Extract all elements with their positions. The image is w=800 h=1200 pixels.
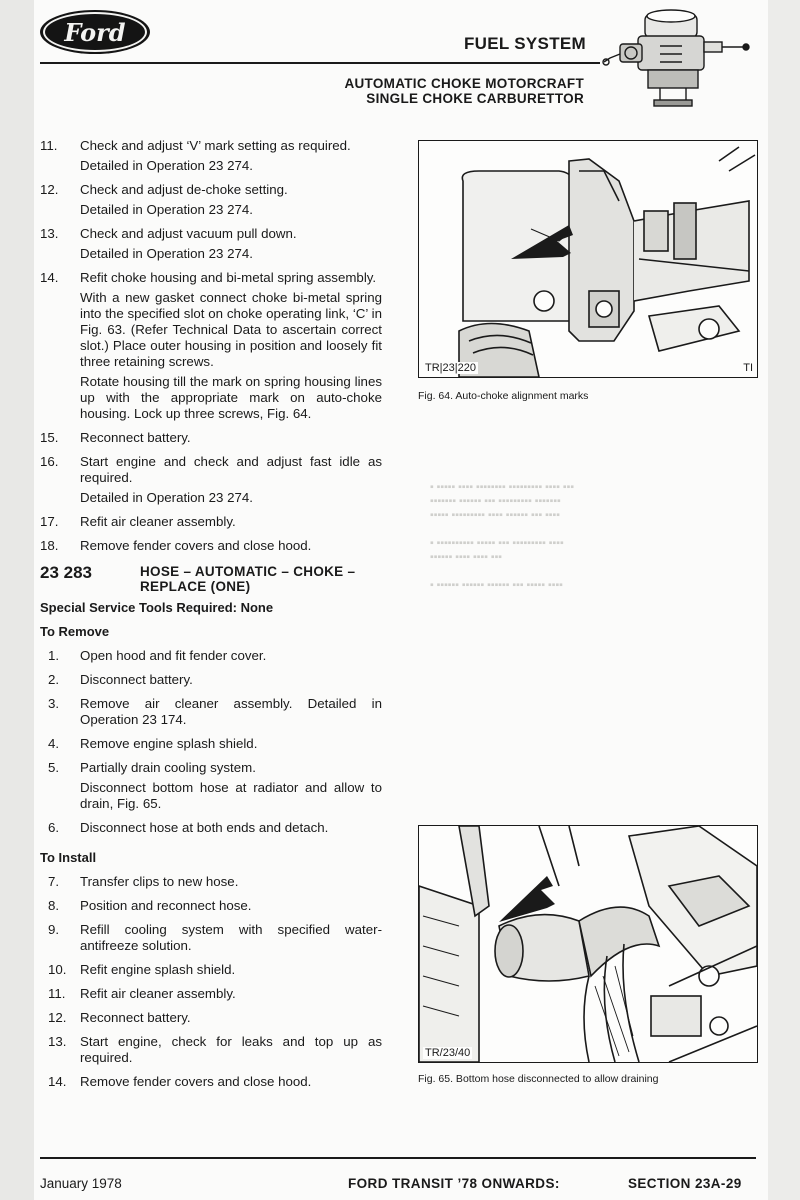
- step-number: 8.: [48, 898, 60, 913]
- step-text: Reconnect battery.: [80, 1010, 191, 1025]
- step-number: 9.: [48, 922, 60, 937]
- step-item: [40, 430, 382, 446]
- step-text: Reconnect battery.: [80, 430, 191, 445]
- step-item: [40, 672, 382, 688]
- subtitle-line-2: SINGLE CHOKE CARBURETTOR: [366, 91, 584, 106]
- step-number: 1.: [48, 648, 60, 663]
- figure-65: [418, 825, 758, 1063]
- step-text: Refit air cleaner assembly.: [80, 514, 236, 529]
- step-body: [80, 1010, 382, 1026]
- step-number: 10.: [48, 962, 67, 977]
- step-number: 14.: [48, 1074, 67, 1089]
- page-binding-left: [0, 0, 34, 1200]
- step-item: [40, 736, 382, 752]
- step-item: [40, 962, 382, 978]
- footer-rule: [40, 1157, 756, 1159]
- step-text: Detailed in Operation 23 274.: [80, 490, 253, 505]
- step-body: [80, 696, 382, 728]
- subtitle: [250, 76, 584, 106]
- step-body: [80, 270, 382, 422]
- step-number: 12.: [40, 182, 59, 197]
- step-number: 12.: [48, 1010, 67, 1025]
- step-body: [80, 736, 382, 752]
- operation-heading: [40, 564, 382, 594]
- step-text: Check and adjust de-choke setting.: [80, 182, 288, 197]
- footer-model: FORD TRANSIT ’78 ONWARDS:: [348, 1176, 560, 1191]
- operation-title-line-1: HOSE – AUTOMATIC – CHOKE –: [140, 564, 356, 579]
- step-item: [40, 138, 382, 174]
- to-install-heading: To Install: [40, 850, 97, 865]
- figure-65-caption: Fig. 65. Bottom hose disconnected to allow draining: [418, 1073, 659, 1085]
- step-body: [80, 898, 382, 914]
- steps-list-part1: [40, 138, 382, 554]
- figure-64: [418, 140, 758, 378]
- step-body: [80, 648, 382, 664]
- step-item: [40, 514, 382, 530]
- step-body: [80, 874, 382, 890]
- step-number: 5.: [48, 760, 60, 775]
- operation-title-line-2: REPLACE (ONE): [140, 579, 251, 594]
- step-number: 6.: [48, 820, 60, 835]
- step-item: [40, 538, 382, 554]
- step-number: 18.: [40, 538, 59, 553]
- carburettor-illustration: [600, 6, 750, 110]
- step-body: [80, 1074, 382, 1090]
- special-tools-note: Special Service Tools Required: None: [40, 600, 274, 615]
- step-number: 3.: [48, 696, 60, 711]
- step-number: 11.: [40, 138, 58, 153]
- remove-steps-list: [40, 648, 382, 836]
- step-item: [40, 922, 382, 954]
- step-text: Check and adjust vacuum pull down.: [80, 226, 297, 241]
- step-item: [40, 270, 382, 422]
- step-body: [80, 1034, 382, 1066]
- step-text: Disconnect battery.: [80, 672, 193, 687]
- step-number: 2.: [48, 672, 60, 687]
- step-text: Open hood and fit fender cover.: [80, 648, 267, 663]
- show-through-text: ▪ ▪▪▪▪▪ ▪▪▪▪ ▪▪▪▪▪▪▪▪ ▪▪▪▪▪▪▪▪▪ ▪▪▪▪ ▪▪▪ ▪▪▪▪▪▪▪ ▪▪▪▪▪▪ ▪▪▪ ▪▪▪▪▪▪▪▪▪ ▪▪▪▪▪▪▪ ▪▪▪▪▪ ▪▪▪▪▪▪▪▪▪ ▪▪▪▪ ▪▪▪▪▪▪ ▪▪▪ ▪▪▪▪ ▪ ▪▪▪▪▪▪▪▪▪▪ ▪▪▪▪▪ ▪▪▪ ▪▪▪▪▪▪▪▪▪ ▪▪▪▪ ▪▪▪▪▪▪ ▪▪▪▪ ▪▪▪▪ ▪▪▪ ▪ ▪▪▪▪▪▪ ▪▪▪▪▪▪ ▪▪▪▪▪▪ ▪▪▪ ▪▪▪▪▪ ▪▪▪▪: [430, 481, 575, 591]
- step-text: Check and adjust ‘V’ mark setting as required.: [80, 138, 351, 153]
- step-body: [80, 454, 382, 506]
- step-text: Refill cooling system with specified water-antifreeze solution.: [80, 922, 382, 953]
- step-number: 15.: [40, 430, 59, 445]
- step-text: Disconnect bottom hose at radiator and allow to drain, Fig. 65.: [80, 780, 382, 811]
- left-column: [40, 138, 382, 1098]
- step-text: Detailed in Operation 23 274.: [80, 202, 253, 217]
- step-text: Remove air cleaner assembly. Detailed in Operation 23 174.: [80, 696, 382, 727]
- step-item: [40, 760, 382, 812]
- figure-64-code: TR|23|220: [425, 362, 476, 374]
- step-body: [80, 226, 382, 262]
- step-item: [40, 696, 382, 728]
- step-text: Refit choke housing and bi-metal spring assembly.: [80, 270, 377, 285]
- step-text: Partially drain cooling system.: [80, 760, 256, 775]
- figure-64-mark: TI: [743, 362, 753, 374]
- step-item: [40, 898, 382, 914]
- header-rule: [40, 62, 600, 64]
- bottom-hose-drawing: [419, 826, 757, 1062]
- step-number: 16.: [40, 454, 59, 469]
- step-item: [40, 454, 382, 506]
- operation-code: 23 283: [40, 563, 92, 582]
- step-body: [80, 922, 382, 954]
- step-item: [40, 182, 382, 218]
- step-body: [80, 962, 382, 978]
- step-number: 4.: [48, 736, 60, 751]
- auto-choke-drawing: [419, 141, 757, 377]
- step-item: [40, 648, 382, 664]
- step-text: With a new gasket connect choke bi-metal spring into the specified slot on choke operating link, ‘C’ in Fig. 63. (Refer Technical Data to ascertain correct slot.) Place outer housing in position and loosely fit three retaining screws.: [80, 290, 382, 369]
- step-item: [40, 986, 382, 1002]
- step-text: Refit air cleaner assembly.: [80, 986, 236, 1001]
- step-body: [80, 138, 382, 174]
- step-item: [40, 1034, 382, 1066]
- step-number: 14.: [40, 270, 59, 285]
- step-text: Rotate housing till the mark on spring housing lines up with the appropriate mark on auto-choke housing. Lock up three screws, Fig. 64.: [80, 374, 382, 421]
- step-text: Disconnect hose at both ends and detach.: [80, 820, 329, 835]
- step-body: [80, 820, 382, 836]
- step-body: [80, 672, 382, 688]
- install-steps-list: [40, 874, 382, 1090]
- footer-date: January 1978: [40, 1176, 122, 1191]
- step-item: [40, 820, 382, 836]
- step-text: Start engine, check for leaks and top up as required.: [80, 1034, 382, 1065]
- ford-logo: [40, 10, 150, 54]
- step-text: Remove fender covers and close hood.: [80, 1074, 312, 1089]
- step-text: Start engine and check and adjust fast idle as required.: [80, 454, 382, 485]
- step-text: Remove engine splash shield.: [80, 736, 258, 751]
- footer-section: SECTION 23A-29: [628, 1176, 742, 1191]
- step-number: 13.: [48, 1034, 67, 1049]
- step-number: 7.: [48, 874, 60, 889]
- step-number: 13.: [40, 226, 59, 241]
- step-number: 17.: [40, 514, 59, 529]
- step-body: [80, 514, 382, 530]
- ford-logo-script: Ford: [43, 12, 147, 52]
- step-item: [40, 226, 382, 262]
- section-title: FUEL SYSTEM: [463, 34, 586, 53]
- figure-64-caption: Fig. 64. Auto-choke alignment marks: [418, 390, 589, 402]
- subtitle-line-1: AUTOMATIC CHOKE MOTORCRAFT: [344, 76, 584, 91]
- figure-65-code: TR/23/40: [425, 1047, 471, 1059]
- step-text: Position and reconnect hose.: [80, 898, 252, 913]
- step-text: Detailed in Operation 23 274.: [80, 158, 253, 173]
- step-text: Detailed in Operation 23 274.: [80, 246, 253, 261]
- step-body: [80, 760, 382, 812]
- step-text: Refit engine splash shield.: [80, 962, 236, 977]
- step-text: Remove fender covers and close hood.: [80, 538, 312, 553]
- step-body: [80, 430, 382, 446]
- operation-title: [140, 564, 355, 594]
- step-item: [40, 1074, 382, 1090]
- step-body: [80, 182, 382, 218]
- step-text: Transfer clips to new hose.: [80, 874, 239, 889]
- step-item: [40, 874, 382, 890]
- step-body: [80, 986, 382, 1002]
- page-binding-right: [768, 0, 800, 1200]
- to-remove-heading: To Remove: [40, 624, 110, 639]
- step-number: 11.: [48, 986, 66, 1001]
- step-body: [80, 538, 382, 554]
- step-item: [40, 1010, 382, 1026]
